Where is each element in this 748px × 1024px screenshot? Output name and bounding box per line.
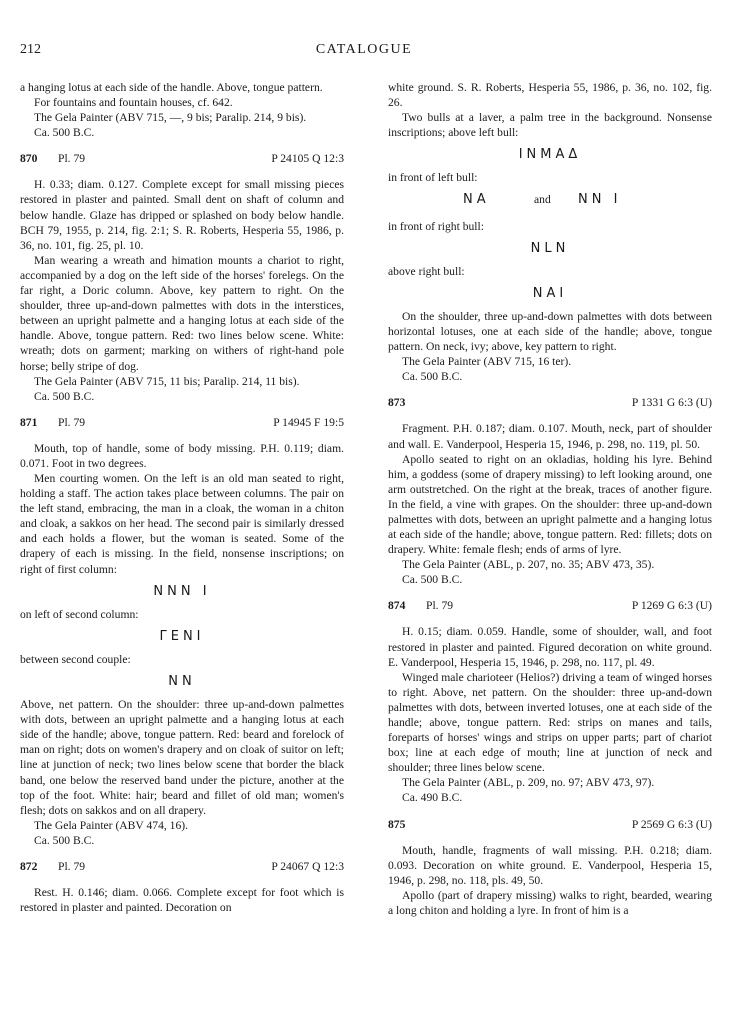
attribution: The Gela Painter (ABV 715, —, 9 bis; Paralip. 214, 9 bis). xyxy=(34,111,307,125)
attribution: The Gela Painter (ABL, p. 209, no. 97; ABV 473, 97). xyxy=(402,776,655,790)
inventory-ref: P 24105 Q 12:3 xyxy=(271,152,344,166)
attribution: The Gela Painter (ABV 715, 16 ter). xyxy=(402,355,572,369)
entry-paragraph: Mouth, handle, fragments of wall missing. P.H. 0.218; diam. 0.093. Decoration on white ground. E. Vanderpool, Hesperia 15, 1946, p. 298, no. 118, pls. 49, 50. xyxy=(388,843,712,887)
entry-number: 873 xyxy=(388,396,406,410)
plate-ref: Pl. 79 xyxy=(58,415,86,429)
entry-heading-875 xyxy=(388,816,712,834)
intro-line: a hanging lotus at each side of the handle. Above, tongue pattern. xyxy=(20,81,323,94)
entry-paragraph: Winged male charioteer (Helios?) driving a team of winged horses to right. Above, net pattern. On the shoulder: three up-and-down palmettes with dots, between inverted lotuses, one at each side of the handle; above, tongue pattern. Red: strips on manes and tails, foreparts of horses' wings and strips on upper parts; part of chariot box; line at each edge of mouth; line at junction of neck and shoulder; three lines below scene. xyxy=(388,670,712,775)
date: Ca. 500 B.C. xyxy=(402,370,463,384)
entry-paragraph: Rest. H. 0.146; diam. 0.066. Complete except for foot which is restored in plaster and painted. Decoration on xyxy=(20,886,344,915)
entry-number: 875 xyxy=(388,817,406,831)
inscription: NN I xyxy=(578,191,622,207)
inscription-label: above right bull: xyxy=(388,264,465,278)
entry-heading-874 xyxy=(388,597,712,615)
date: Ca. 500 B.C. xyxy=(402,573,463,587)
entry-paragraph: H. 0.33; diam. 0.127. Complete except for small missing pieces restored in plaster and painted. Small dent on shaft of column and below handle. Glaze has dripped or splashed on body below handle. BCH 79, 1955, p. 214, fig. 2:1; S. R. Roberts, Hesperia 55, 1986, p. 36, no. 101, fig. 25, pl. 10. xyxy=(20,178,344,252)
intro-line: For fountains and fountain houses, cf. 642. xyxy=(34,96,233,110)
entry-paragraph: Above, net pattern. On the shoulder: three up-and-down palmettes with dots, between an upright palmette and a hanging lotus at each side of the handle; above, tongue pattern. Red: beard and forelock of man on right; dots on women's drapery and on cloak of suitor on left; line at junction of neck; two lines below scene that border the black band, one below the reserved band under the picture, another at the top of the foot. White: hair; beard and fillet of old man; women's flesh; dots on sakkos and on all drapery. xyxy=(20,698,344,817)
entry-heading-870 xyxy=(20,150,344,168)
inscription-pair xyxy=(388,192,712,212)
left-column xyxy=(20,80,344,915)
entry-paragraph: white ground. S. R. Roberts, Hesperia 55, 1986, p. 36, no. 102, fig. 26. xyxy=(388,81,712,110)
entry-heading-873 xyxy=(388,394,712,412)
inscription-label: between second couple: xyxy=(20,652,131,666)
inscription-label: on left of second column: xyxy=(20,607,139,621)
entry-paragraph: Men courting women. On the left is an old man seated to right, holding a staff. The action takes place between columns. The pair on the left stand, embracing, the man in a cloak, the woman in a chiton and cloak, a sakkos on her head. The second pair is similarly dressed and each holds a flower, but the woman is seated. Some of the drapery of each is missing. In the field, nonsense inscriptions; on right of first column: xyxy=(20,471,344,576)
entry-number: 872 xyxy=(20,860,38,874)
entry-number: 871 xyxy=(20,415,38,429)
plate-ref: Pl. 79 xyxy=(426,599,454,613)
page-title: CATALOGUE xyxy=(315,42,413,57)
attribution: The Gela Painter (ABL, p. 207, no. 35; ABV 473, 35). xyxy=(402,558,655,572)
entry-number: 870 xyxy=(20,152,38,166)
inventory-ref: P 14945 F 19:5 xyxy=(273,415,344,429)
inscription: NAI xyxy=(532,285,568,301)
date: Ca. 500 B.C. xyxy=(34,389,95,403)
entry-paragraph: Mouth, top of handle, some of body missing. P.H. 0.119; diam. 0.071. Foot in two degrees. xyxy=(20,441,344,470)
inventory-ref: P 24067 Q 12:3 xyxy=(271,860,344,874)
running-header xyxy=(20,42,708,64)
entry-paragraph: On the shoulder, three up-and-down palmettes with dots between horizontal lotuses, one at each side of the handle; above, tongue pattern. On neck, ivy; above, key pattern to right. xyxy=(388,309,712,354)
date: Ca. 500 B.C. xyxy=(34,833,95,847)
entry-paragraph: Apollo (part of drapery missing) walks to right, bearded, wearing a long chiton and holding a lyre. In front of him is a xyxy=(388,888,712,917)
entry-paragraph: Apollo seated to right on an okladias, holding his lyre. Behind him, a goddess (some of drapery missing) to left looking around, one arm outstretched. On the right at the break, traces of another figure. In the field, a vine with grapes. On the shoulder: three up-and-down palmettes with dots, between an upright palmette and a hanging lotus at each side of the handle; above, tongue pattern. Red: fillets; dots on drapery. White: female flesh; ends of arms of lyre. xyxy=(388,452,712,557)
entry-paragraph: Two bulls at a laver, a palm tree in the background. Nonsense inscriptions; above left bull: xyxy=(388,111,712,140)
inventory-ref: P 2569 G 6:3 (U) xyxy=(631,817,712,831)
entry-paragraph: Man wearing a wreath and himation mounts a chariot to right, accompanied by a dog on the left side of the horses' forelegs. On the far right, a Doric column. Above, key pattern to right. On the shoulder, three up-and-down palmettes with dots in the interstices, between an upright palmette and a hanging lotus at each side of the handle. Above, tongue pattern. Red: two lines below scene. White: wreath; dots on garment; marking on withers of right-hand pole horse; belly stripe of dog. xyxy=(20,253,344,373)
inscription-label: in front of right bull: xyxy=(388,219,484,233)
attribution: The Gela Painter (ABV 474, 16). xyxy=(34,818,189,832)
date: Ca. 500 B.C. xyxy=(34,126,95,140)
entry-paragraph: Fragment. P.H. 0.187; diam. 0.107. Mouth, neck, part of shoulder and wall. E. Vanderpool, Hesperia 15, 1946, p. 298, no. 119, pl. 50. xyxy=(388,422,712,451)
entry-heading-871 xyxy=(20,414,344,432)
inventory-ref: P 1269 G 6:3 (U) xyxy=(631,599,712,613)
inventory-ref: P 1331 G 6:3 (U) xyxy=(631,396,712,410)
right-column xyxy=(388,80,712,918)
date: Ca. 490 B.C. xyxy=(402,791,463,805)
inscription: INMAΔ xyxy=(518,147,582,163)
inscription: NNN I xyxy=(153,583,211,599)
conjunction: and xyxy=(534,192,551,206)
attribution: The Gela Painter (ABV 715, 11 bis; Paralip. 214, 11 bis). xyxy=(34,374,300,388)
plate-ref: Pl. 79 xyxy=(58,152,86,166)
inscription: NN xyxy=(168,674,196,689)
entry-heading-872 xyxy=(20,858,344,876)
plate-ref: Pl. 79 xyxy=(58,860,86,874)
inscription: NA xyxy=(463,191,490,207)
entry-paragraph: H. 0.15; diam. 0.059. Handle, some of shoulder, wall, and foot restored in plaster and painted. Figured decoration on white ground. E. Vanderpool, Hesperia 15, 1946, p. 298, no. 117, pl. 49. xyxy=(388,625,712,669)
inscription: NLN xyxy=(530,240,570,256)
inscription: ΓENI xyxy=(159,628,205,644)
page-number: 212 xyxy=(20,42,41,57)
inscription-label: in front of left bull: xyxy=(388,171,478,185)
entry-number: 874 xyxy=(388,599,406,613)
